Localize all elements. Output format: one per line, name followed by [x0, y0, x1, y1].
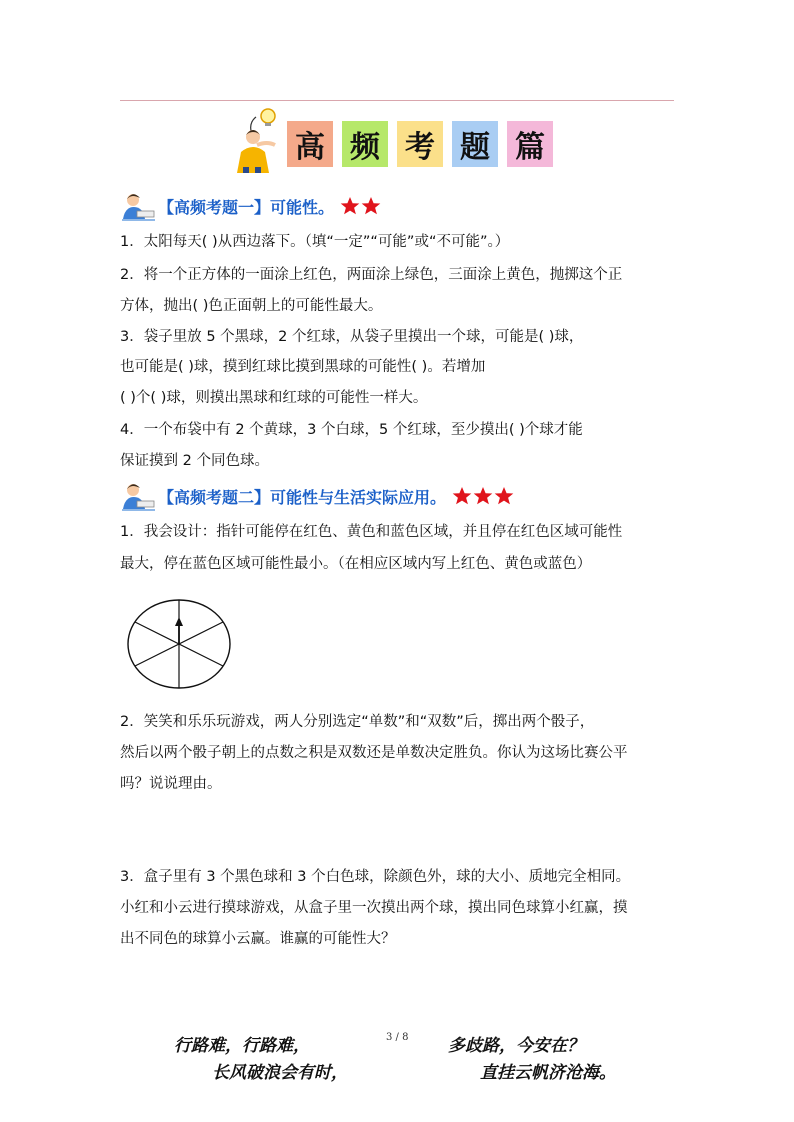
- title-tile: 频: [342, 121, 388, 167]
- poem-line: 行路难，行路难，: [174, 1036, 310, 1056]
- section-2-title: 【高频考题二】可能性与生活实际应用。: [158, 487, 447, 507]
- question-line: 3．袋子里放 5 个黑球，2 个红球，从袋子里摸出一个球，可能是( )球，: [120, 329, 584, 345]
- star-icon: [494, 486, 514, 506]
- header-rule: [120, 100, 674, 101]
- star-icon: [361, 196, 381, 216]
- section-1-title: 【高频考题一】可能性。: [158, 197, 335, 217]
- spinner-wheel: [126, 598, 232, 690]
- section-2-heading: [120, 481, 514, 511]
- section-1-heading: [120, 191, 381, 221]
- question-line: 1．太阳每天( )从西边落下。（填“一定”“可能”或“不可能”。）: [120, 234, 510, 250]
- question-line: 1．我会设计：指针可能停在红色、黄色和蓝色区域，并且停在红色区域可能性: [120, 524, 623, 540]
- title-banner: [231, 107, 571, 173]
- page-number: 3 / 8: [386, 1032, 409, 1043]
- thinking-student-icon: [231, 107, 289, 173]
- question-line: 也可能是( )球，摸到红球比摸到黑球的可能性( )。若增加: [120, 359, 486, 375]
- poem-line: 多歧路，今安在？: [448, 1036, 584, 1056]
- title-tile: 题: [452, 121, 498, 167]
- title-tile: 高: [287, 121, 333, 167]
- poem-line: 直挂云帆济沧海。: [480, 1063, 616, 1083]
- question-line: 最大，停在蓝色区域可能性最小。（在相应区域内写上红色、黄色或蓝色）: [120, 556, 592, 572]
- star-icon: [340, 196, 360, 216]
- title-tiles: [287, 121, 553, 167]
- question-line: 方体，抛出( )色正面朝上的可能性最大。: [120, 298, 383, 314]
- question-line: 保证摸到 2 个同色球。: [120, 453, 269, 469]
- question-line: 小红和小云进行摸球游戏，从盒子里一次摸出两个球，摸出同色球算小红赢，摸: [120, 900, 628, 916]
- student-writing-icon: [120, 481, 156, 511]
- poem-line: 长风破浪会有时，: [212, 1063, 348, 1083]
- question-line: 出不同色的球算小云赢。谁赢的可能性大？: [120, 931, 396, 947]
- student-writing-icon: [120, 191, 156, 221]
- star-icon: [452, 486, 472, 506]
- question-line: 2．将一个正方体的一面涂上红色，两面涂上绿色，三面涂上黄色，抛掷这个正: [120, 267, 623, 283]
- difficulty-stars: [452, 486, 514, 506]
- star-icon: [473, 486, 493, 506]
- question-line: 4．一个布袋中有 2 个黄球，3 个白球，5 个红球，至少摸出( )个球才能: [120, 422, 583, 438]
- question-line: 2．笑笑和乐乐玩游戏，两人分别选定“单数”和“双数”后，掷出两个骰子，: [120, 714, 595, 730]
- question-line: 3．盒子里有 3 个黑色球和 3 个白色球，除颜色外，球的大小、质地完全相同。: [120, 869, 631, 885]
- question-line: ( )个( )球，则摸出黑球和红球的可能性一样大。: [120, 390, 428, 406]
- title-tile: 考: [397, 121, 443, 167]
- question-line: 然后以两个骰子朝上的点数之积是双数还是单数决定胜负。你认为这场比赛公平: [120, 745, 628, 761]
- question-line: 吗？说说理由。: [120, 776, 222, 792]
- title-tile: 篇: [507, 121, 553, 167]
- difficulty-stars: [340, 196, 381, 216]
